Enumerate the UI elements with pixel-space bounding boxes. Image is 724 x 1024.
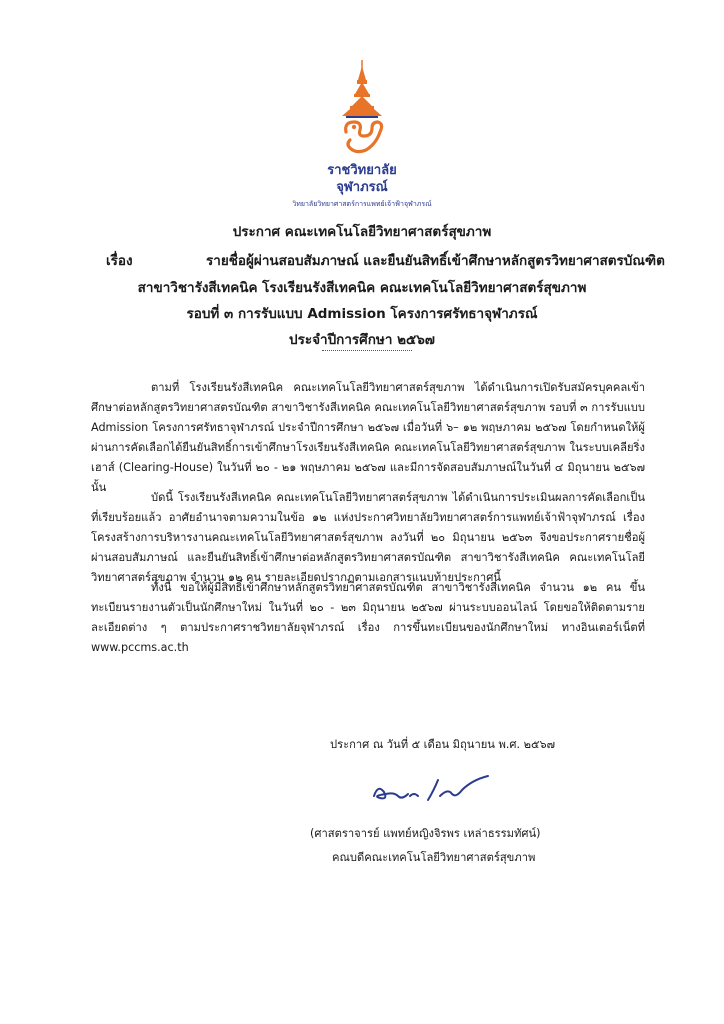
chulabhorn-crown-emblem-icon	[332, 58, 392, 158]
announcement-heading-line4: รอบที่ ๓ การรับแบบ Admission โครงการศรัทธาจุฬาภรณ์	[186, 306, 538, 322]
institution-name-line1: ราชวิทยาลัย	[327, 163, 397, 178]
body-paragraph-2: บัดนี้ โรงเรียนรังสีเทคนิค คณะเทคโนโลยีวิทยาศาสตร์สุขภาพ ได้ดำเนินการประเมินผลการคัดเลือกเป็นที่เรียบร้อยแล้ว อาศัยอำนาจตามความในข้อ ๑๒ แห่งประกาศวิทยาลัยวิทยาศาสตร์การแพทย์เจ้าฟ้าจุฬาภรณ์ เรื่อง โครงสร้างการบริหารงานคณะเทคโนโลยีวิทยาศาสตร์สุขภาพ ลงวันที่ ๒๐ มิถุนายน ๒๕๖๓ จึงขอประกาศรายชื่อผู้ผ่านสอบสัมภาษณ์ และยืนยันสิทธิ์เข้าศึกษาต่อหลักสูตรวิทยาศาสตรบัณฑิต สาขาวิชารังสีเทคนิค คณะเทคโนโลยีวิทยาศาสตร์สุขภาพ จำนวน ๑๒ คน รายละเอียดปรากฏตามเอกสารแนบท้ายประกาศนี้	[91, 491, 645, 584]
issued-date: ประกาศ ณ วันที่ ๕ เดือน มิถุนายน พ.ศ. ๒๕๖๗	[330, 738, 556, 751]
institution-logo	[322, 58, 402, 158]
subject-label: เรื่อง	[106, 253, 133, 269]
institution-subname: วิทยาลัยวิทยาศาสตร์การแพทย์เจ้าฟ้าจุฬาภรณ์	[292, 200, 432, 208]
body-paragraph-1: ตามที่ โรงเรียนรังสีเทคนิค คณะเทคโนโลยีวิทยาศาสตร์สุขภาพ ได้ดำเนินการเปิดรับสมัครบุคคลเข้าศึกษาต่อหลักสูตรวิทยาศาสตรบัณฑิต สาขาวิชารังสีเทคนิค คณะเทคโนโลยีวิทยาศาสตร์สุขภาพ รอบที่ ๓ การรับแบบ Admission โครงการศรัทธาจุฬาภรณ์ ประจำปีการศึกษา ๒๕๖๗ เมื่อวันที่ ๖– ๑๒ พฤษภาคม ๒๕๖๗ โดยกำหนดให้ผู้ผ่านการคัดเลือกได้ยืนยันสิทธิ์การเข้าศึกษาโรงเรียนรังสีเทคนิค คณะเทคโนโลยีวิทยาศาสตร์สุขภาพ ในระบบเคลียริ่งเฮาส์ (Clearing-House) ในวันที่ ๒๐ - ๒๑ พฤษภาคม ๒๕๖๗ และมีการจัดสอบสัมภาษณ์ในวันที่ ๔ มิถุนายน ๒๕๖๗ นั้น	[91, 381, 645, 494]
announcement-heading-line3: สาขาวิชารังสีเทคนิค โรงเรียนรังสีเทคนิค คณะเทคโนโลยีวิทยาศาสตร์สุขภาพ	[137, 280, 587, 296]
signer-name: (ศาสตราจารย์ แพทย์หญิงจิรพร เหล่าธรรมทัศน์)	[310, 827, 541, 840]
announcement-heading-line5: ประจำปีการศึกษา ๒๕๖๗	[289, 332, 435, 348]
signer-position: คณบดีคณะเทคโนโลยีวิทยาศาสตร์สุขภาพ	[332, 851, 536, 864]
body-paragraph-3: ทั้งนี้ ขอให้ผู้มีสิทธิ์เข้าศึกษาหลักสูตรวิทยาศาสตรบัณฑิต สาขาวิชารังสีเทคนิค จำนวน ๑๒ คน ขึ้นทะเบียนรายงานตัวเป็นนักศึกษาใหม่ ในวันที่ ๒๐ - ๒๓ มิถุนายน ๒๕๖๗ ผ่านระบบออนไลน์ โดยขอให้ติดตามรายละเอียดต่าง ๆ ตามประกาศราชวิทยาลัยจุฬาภรณ์ เรื่อง การขึ้นทะเบียนของนักศึกษาใหม่ ทางอินเตอร์เน็ตที่ www.pccms.ac.th	[91, 581, 645, 654]
institution-name	[300, 162, 424, 196]
separator-dots	[322, 350, 412, 351]
announcement-title: ประกาศ คณะเทคโนโลยีวิทยาศาสตร์สุขภาพ	[232, 224, 492, 240]
subject-text: รายชื่อผู้ผ่านสอบสัมภาษณ์ และยืนยันสิทธิ์เข้าศึกษาหลักสูตรวิทยาศาสตรบัณฑิต	[206, 253, 665, 269]
institution-name-line2: จุฬาภรณ์	[336, 180, 388, 195]
handwritten-signature-icon	[368, 770, 508, 814]
